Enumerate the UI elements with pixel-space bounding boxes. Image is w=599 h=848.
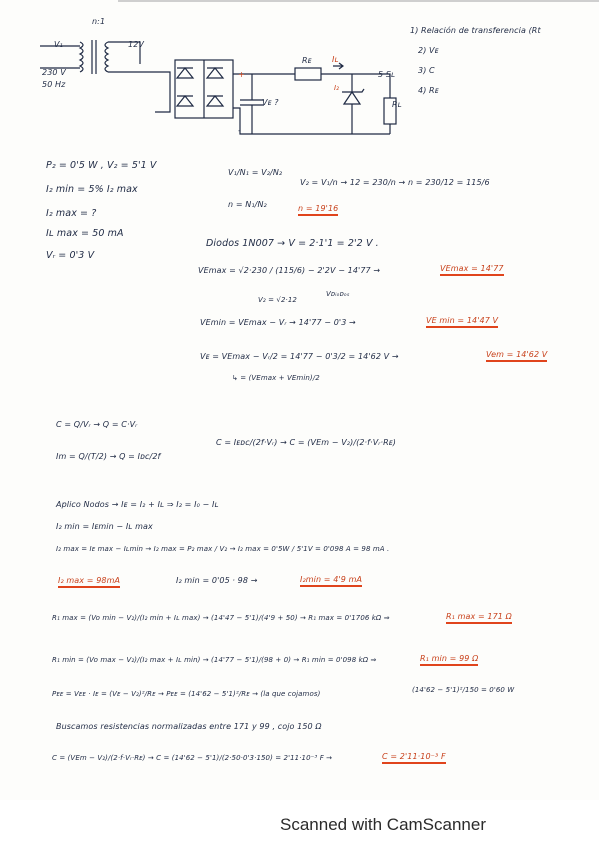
vemax-note-diodes: Vᴅᵢₒᴅₒₛ [326,290,350,298]
vemax-result: VEmax = 14'77 [440,264,504,276]
question-1: 1) Relación de transferencia (Rt [410,26,541,35]
camscanner-watermark: Scanned with CamScanner [280,815,487,834]
r1min-calc: R₁ min = (Vo max − V₂)/(I₂ max + Iʟ min) → (14'77 − 5'1)/(98 + 0) → R₁ min = 0'098 kΩ ⇒ [52,656,377,664]
izmax-result: I₂ max = 98mA [58,576,120,588]
izmin-result: I₂min = 4'9 mA [300,575,362,587]
question-2: 2) Vᴇ [418,46,439,55]
ratio-result: n = 19'16 [298,204,338,216]
source-frequency-label: 50 Hz [42,80,66,89]
iz-current-label: I₂ [334,84,340,92]
question-4: 4) Rᴇ [418,86,439,95]
given-izmax: I₂ max = ? [46,208,97,219]
r1min-result: R₁ min = 99 Ω [420,654,478,666]
rectifier-circuit-diagram [30,16,400,146]
izmax-equation: I₂ max = Iᴇ max − Iʟmin → I₂ max = P₂ max / V₂ → I₂ max = 0'5W / 5'1V = 0'098 A = 98 mA . [56,545,390,553]
given-vr: Vᵣ = 0'3 V [46,250,95,261]
c-final-result: C = 2'11·10⁻³ F [382,752,446,764]
power-result: (14'62 − 5'1)²/150 = 0'60 W [412,686,515,694]
ratio-solve: V₂ = V₁/n → 12 = 230/n → n = 230/12 = 115/6 [300,178,490,187]
diodes-drop: Diodos 1N007 → V = 2·1'1 = 2'2 V . [206,238,379,249]
nodes-equation: Aplico Nodos → Iᴇ = I₂ + Iʟ ⇒ I₂ = I₀ − Iʟ [56,500,219,509]
source-voltage-label: 230 V [42,68,66,77]
vemin-result: VE min = 14'47 V [426,316,498,328]
ve-note: ↳ = (VEmax + VEmin)/2 [232,374,320,382]
rl-label: Rʟ [392,100,402,109]
vemax-formula: VEmax = √2·230 / (115/6) − 2'2V − 14'77 → [198,266,381,275]
page-edge [118,0,599,2]
v2-label: 12V [128,40,144,49]
vemax-note-v2: V₂ = √2·12 [258,296,297,304]
capacitor-charge: C = Q/Vᵣ → Q = C·Vᵣ [56,420,138,429]
minus-sign: - [238,126,241,135]
c-final-calc: C = (VEm − V₂)/(2·f·Vᵣ·Rᴇ) → C = (14'62 − 5'1)/(2·50·0'3·150) = 2'11·10⁻³ F → [52,754,333,762]
given-izmin: I₂ min = 5% I₂ max [46,184,138,195]
il-current-label: Iʟ [332,55,339,64]
izmin-equation: I₂ min = Iᴇmin − Iʟ max [56,522,153,531]
power-formula: Pᴇᴇ = Vᴇᴇ · Iᴇ = (Vᴇ − V₂)²/Rᴇ → Pᴇᴇ = (14'62 − 5'1)²/Rᴇ → (la que cojamos) [52,690,321,698]
given-ilmax: Iʟ max = 50 mA [46,228,124,239]
plus-sign: + [238,70,245,79]
capacitor-formula: C = Iᴇᴅᴄ/(2f·Vᵣ) → C = (VEm − V₂)/(2·f·Vᵣ·Rᴇ) [216,438,397,447]
ve-formula: Vᴇ = VEmax − Vᵣ/2 = 14'77 − 0'3/2 = 14'62 V → [200,352,399,361]
ve-question-label: Vᴇ ? [262,98,279,107]
izmin-calc: I₂ min = 0'05 · 98 → [176,576,258,585]
resistor-choice: Buscamos resistencias normalizadas entre 171 y 99 , cojo 150 Ω [56,722,322,731]
r1max-calc: R₁ max = (Vo min − V₂)/(I₂ min + Iʟ max) → (14'47 − 5'1)/(4'9 + 50) → R₁ max = 0'1706 kΩ ⇒ [52,614,390,622]
r1max-result: R₁ max = 171 Ω [446,612,512,624]
turns-ratio-label: n:1 [92,17,106,26]
capacitor-current: Im = Q/(T/2) → Q = Iᴅᴄ/2f [56,452,161,461]
v1-label: V₁ [54,40,63,49]
re-label: Rᴇ [302,56,312,65]
load-voltage-label: 5·Sʟ [378,70,396,79]
vemin-formula: VEmin = VEmax − Vᵣ → 14'77 − 0'3 → [200,318,356,327]
given-pz-vz: P₂ = 0'5 W , V₂ = 5'1 V [46,160,157,171]
ve-result: Vem = 14'62 V [486,350,547,362]
question-3: 3) C [418,66,435,75]
ratio-formula: V₁/N₁ = V₂/N₂ [228,168,283,177]
ratio-n-formula: n = N₁/N₂ [228,200,267,209]
